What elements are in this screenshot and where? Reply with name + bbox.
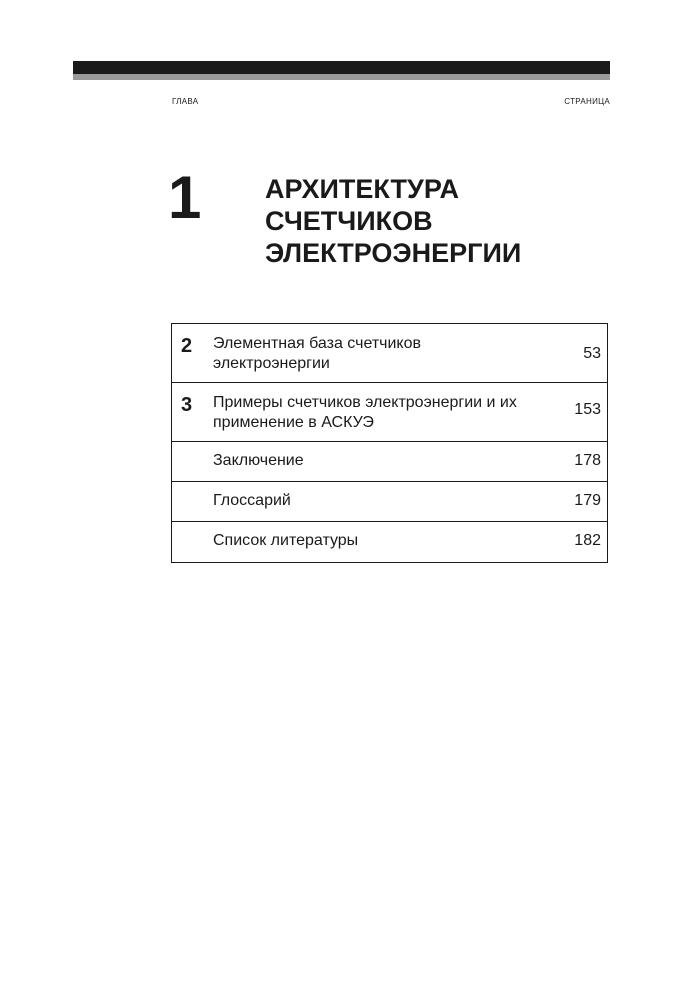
toc-row[interactable] bbox=[172, 482, 607, 522]
table-of-contents bbox=[171, 323, 608, 563]
chapter-title-line: АРХИТЕКТУРА bbox=[265, 174, 459, 204]
toc-page-number: 53 bbox=[583, 345, 601, 362]
toc-title: Глоссарий bbox=[213, 492, 291, 509]
toc-title: Список литературы bbox=[213, 532, 359, 549]
top-rule-black bbox=[73, 61, 610, 74]
top-rule-gray bbox=[73, 74, 610, 80]
chapter-title-line: ЭЛЕКТРОЭНЕРГИИ bbox=[265, 238, 522, 268]
toc-row[interactable] bbox=[172, 522, 607, 562]
toc-row[interactable] bbox=[172, 324, 607, 383]
toc-page-number: 179 bbox=[574, 492, 601, 509]
chapter-title bbox=[265, 173, 521, 269]
header-chapter-label: ГЛАВА bbox=[172, 97, 199, 106]
toc-row[interactable] bbox=[172, 442, 607, 482]
toc-chapter-number: 2 bbox=[181, 335, 193, 357]
chapter-title-line: СЧЕТЧИКОВ bbox=[265, 206, 433, 236]
toc-row[interactable] bbox=[172, 383, 607, 442]
toc-title: Элементная база счетчиков электроэнергии bbox=[213, 335, 422, 372]
toc-page-number: 182 bbox=[574, 532, 601, 549]
chapter-number: 1 bbox=[168, 164, 202, 231]
toc-page-number: 153 bbox=[574, 401, 601, 418]
toc-page-number: 178 bbox=[574, 452, 601, 469]
header-page-label: СТРАНИЦА bbox=[564, 97, 610, 106]
toc-title: Примеры счетчиков электроэнергии и их применение в АСКУЭ bbox=[213, 394, 517, 431]
toc-title: Заключение bbox=[213, 452, 304, 469]
toc-chapter-number: 3 bbox=[181, 394, 193, 416]
